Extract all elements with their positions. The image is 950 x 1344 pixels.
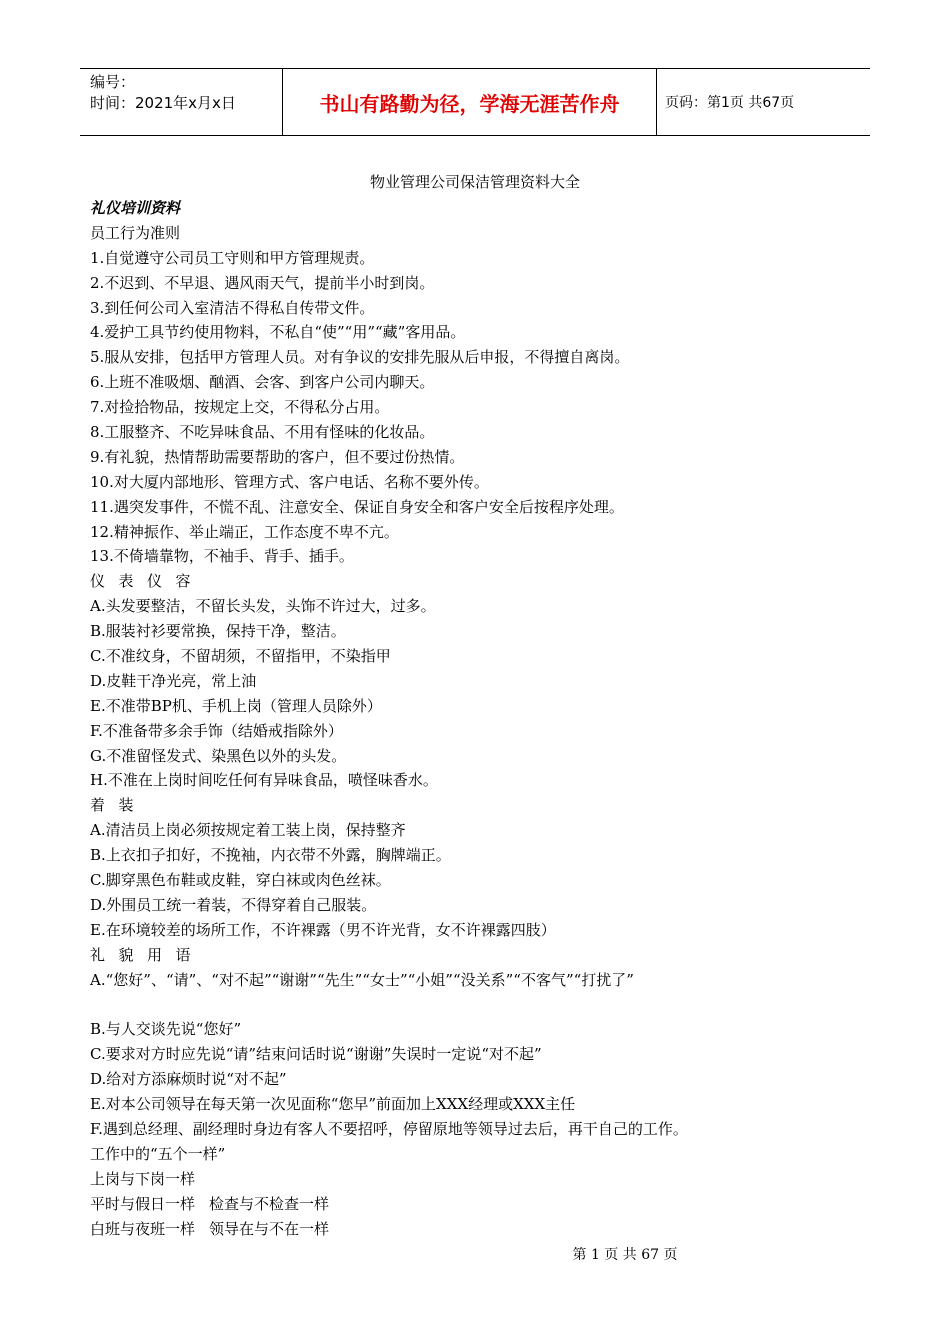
line-text: 1.自觉遵守公司员工守则和甲方管理规责。 xyxy=(90,248,375,267)
line-text: D.外围员工统一着装，不得穿着自己服装。 xyxy=(90,895,377,914)
line-text: 白班与夜班一样 xyxy=(90,1219,196,1238)
text-line xyxy=(90,320,870,345)
text-line xyxy=(90,1117,870,1142)
line-text: 9.有礼貌，热情帮助需要帮助的客户，但不要过份热情。 xyxy=(90,447,465,466)
line-text: 礼貌用语 xyxy=(90,945,205,964)
line-text: 仪表仪容 xyxy=(90,572,205,591)
line-text: C.要求对方时应先说“请”结束问话时说“谢谢”失误时一定说“对不起” xyxy=(90,1045,542,1064)
line-text: 员工行为准则 xyxy=(90,223,181,242)
line-text: A.头发要整洁，不留长头发，头饰不许过大，过多。 xyxy=(90,597,436,616)
line-text: 4.爱护工具节约使用物料，不私自“使”“用”“藏”客用品。 xyxy=(90,323,466,342)
text-line xyxy=(90,345,870,370)
header-meta xyxy=(80,69,282,135)
line-text: G.不准留怪发式、染黑色以外的头发。 xyxy=(90,746,347,765)
text-line xyxy=(90,395,870,420)
text-line xyxy=(90,1017,870,1042)
text-line xyxy=(90,918,870,943)
time-label: 时间：2021年x月x日 xyxy=(90,94,236,112)
text-line xyxy=(90,843,870,868)
text-line xyxy=(90,669,870,694)
text-line xyxy=(90,1192,870,1217)
text-line xyxy=(90,420,870,445)
text-line xyxy=(90,1217,870,1242)
text-line xyxy=(90,569,870,594)
text-line xyxy=(90,768,870,793)
text-line xyxy=(90,271,870,296)
line-text: 5.服从安排，包括甲方管理人员。对有争议的安排先服从后申报，不得擅自离岗。 xyxy=(90,348,630,367)
text-line xyxy=(90,893,870,918)
line-text: 平时与假日一样 xyxy=(90,1194,196,1213)
text-line xyxy=(90,1142,870,1167)
text-line xyxy=(90,868,870,893)
text-line xyxy=(90,470,870,495)
text-line xyxy=(90,370,870,395)
text-line xyxy=(90,1042,870,1067)
line-text: A.清洁员上岗必须按规定着工装上岗，保持整齐 xyxy=(90,821,406,840)
text-line xyxy=(90,1167,870,1192)
line-text: 12.精神振作、举止端正，工作态度不卑不亢。 xyxy=(90,522,399,541)
line-text: A.“您好”、“请”、“对不起”“谢谢”“先生”“女士”“小姐”“没关系”“不客气”“打扰了” xyxy=(90,970,634,989)
line-text: 礼仪培训资料 xyxy=(90,199,181,217)
text-line xyxy=(90,520,870,545)
line-text: E.不准带BP机、手机上岗（管理人员除外） xyxy=(90,696,382,715)
document-body xyxy=(90,196,870,1241)
text-line xyxy=(90,445,870,470)
text-line xyxy=(90,943,870,968)
line-text: H.不准在上岗时间吃任何有异味食品，喷怪味香水。 xyxy=(90,771,438,790)
text-line xyxy=(90,1092,870,1117)
text-line xyxy=(90,246,870,271)
line-text: B.与人交谈先说“您好” xyxy=(90,1020,242,1039)
text-line xyxy=(90,619,870,644)
header-motto: 书山有路勤为径，学海无涯苦作舟 xyxy=(282,69,657,135)
line-text: F.不准备带多余手饰（结婚戒指除外） xyxy=(90,721,343,740)
text-line xyxy=(90,744,870,769)
text-line xyxy=(90,968,870,993)
line-text: 6.上班不准吸烟、酗酒、会客、到客户公司内聊天。 xyxy=(90,373,435,392)
line-text: 11.遇突发事件，不慌不乱、注意安全、保证自身安全和客户安全后按程序处理。 xyxy=(90,497,624,516)
line-text: 7.对捡拾物品，按规定上交，不得私分占用。 xyxy=(90,398,390,417)
document-title: 物业管理公司保洁管理资料大全 xyxy=(369,173,580,191)
line-text: 13.不倚墙靠物，不袖手、背手、插手。 xyxy=(90,547,354,566)
line-text: E.在环境较差的场所工作，不许裸露（男不许光背，女不许裸露四肢） xyxy=(90,920,556,939)
number-label: 编号： xyxy=(90,73,136,91)
text-line xyxy=(90,793,870,818)
text-line xyxy=(90,594,870,619)
text-line xyxy=(90,196,870,221)
header-table xyxy=(80,68,870,136)
line-text: E.对本公司领导在每天第一次见面称“您早”前面加上XXX经理或XXX主任 xyxy=(90,1095,576,1114)
line-text: 8.工服整齐、不吃异味食品、不用有怪味的化妆品。 xyxy=(90,423,435,442)
line-text: C.不准纹身，不留胡须，不留指甲，不染指甲 xyxy=(90,647,391,666)
line-text-secondary: 领导在与不在一样 xyxy=(209,1219,330,1238)
text-line xyxy=(90,544,870,569)
line-text: 10.对大厦内部地形、管理方式、客户电话、名称不要外传。 xyxy=(90,472,489,491)
text-line xyxy=(90,495,870,520)
text-line xyxy=(90,1067,870,1092)
line-text: D.皮鞋干净光亮，常上油 xyxy=(90,671,257,690)
line-text: 上岗与下岗一样 xyxy=(90,1169,196,1188)
text-line xyxy=(90,818,870,843)
line-text: 2.不迟到、不早退、遇风雨天气，提前半小时到岗。 xyxy=(90,273,435,292)
line-text: F.遇到总经理、副经理时身边有客人不要招呼，停留原地等领导过去后，再干自己的工作。 xyxy=(90,1119,688,1138)
page-footer: 第 1 页 共 67 页 xyxy=(572,1247,678,1263)
blank-line xyxy=(90,993,870,1018)
text-line xyxy=(90,644,870,669)
text-line xyxy=(90,694,870,719)
line-text-secondary: 检查与不检查一样 xyxy=(209,1194,330,1213)
line-text: D.给对方添麻烦时说“对不起” xyxy=(90,1070,287,1089)
text-line xyxy=(90,719,870,744)
line-text: 工作中的“五个一样” xyxy=(90,1144,226,1163)
header-page-info: 页码：第1页 共67页 xyxy=(665,95,795,111)
text-line xyxy=(90,221,870,246)
line-text: B.服装衬衫要常换，保持干净，整洁。 xyxy=(90,622,346,641)
line-text: 3.到任何公司入室清洁不得私自传带文件。 xyxy=(90,298,375,317)
text-line xyxy=(90,296,870,321)
line-text: C.脚穿黑色布鞋或皮鞋，穿白袜或肉色丝袜。 xyxy=(90,871,391,890)
line-text: 着装 xyxy=(90,796,148,815)
line-text: B.上衣扣子扣好，不挽袖，内衣带不外露，胸牌端正。 xyxy=(90,846,451,865)
